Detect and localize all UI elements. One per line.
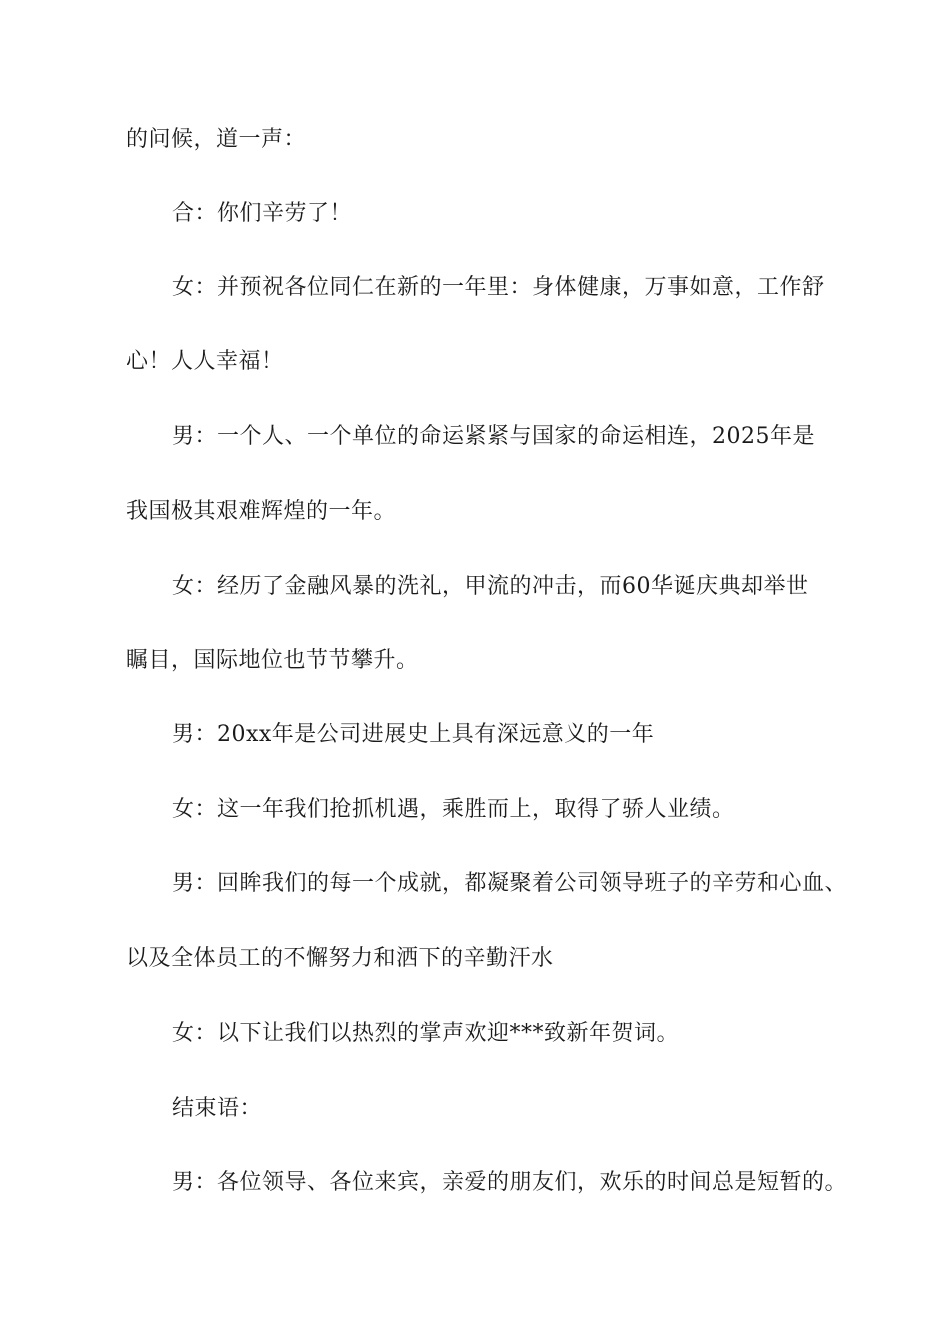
text-line: 男：一个人、一个单位的命运紧紧与国家的命运相连，2025年是 [172, 424, 815, 449]
text-line: 女：经历了金融风暴的洗礼，甲流的冲击，而60华诞庆典却举世 [172, 574, 809, 599]
text-line: 的问候，道一声： [126, 127, 307, 152]
text-line: 女：以下让我们以热烈的掌声欢迎***致新年贺词。 [172, 1021, 680, 1046]
text-line: 男：20xx年是公司进展史上具有深远意义的一年 [172, 722, 655, 747]
text-line: 瞩目，国际地位也节节攀升。 [126, 648, 419, 673]
text-line: 合：你们辛劳了！ [172, 201, 353, 226]
text-line: 以及全体员工的不懈努力和洒下的辛勤汗水 [126, 946, 554, 971]
text-line: 心！人人幸福！ [126, 349, 284, 374]
text-line: 男：回眸我们的每一个成就，都凝聚着公司领导班子的辛劳和心血、 [172, 871, 848, 896]
text-line: 我国极其艰难辉煌的一年。 [126, 499, 397, 524]
text-line: 女：这一年我们抢抓机遇，乘胜而上，取得了骄人业绩。 [172, 797, 735, 822]
section-heading: 结束语： [172, 1096, 263, 1121]
text-line: 男：各位领导、各位来宾，亲爱的朋友们，欢乐的时间总是短暂的。 [172, 1170, 848, 1195]
text-line: 女：并预祝各位同仁在新的一年里：身体健康，万事如意，工作舒 [172, 275, 825, 300]
